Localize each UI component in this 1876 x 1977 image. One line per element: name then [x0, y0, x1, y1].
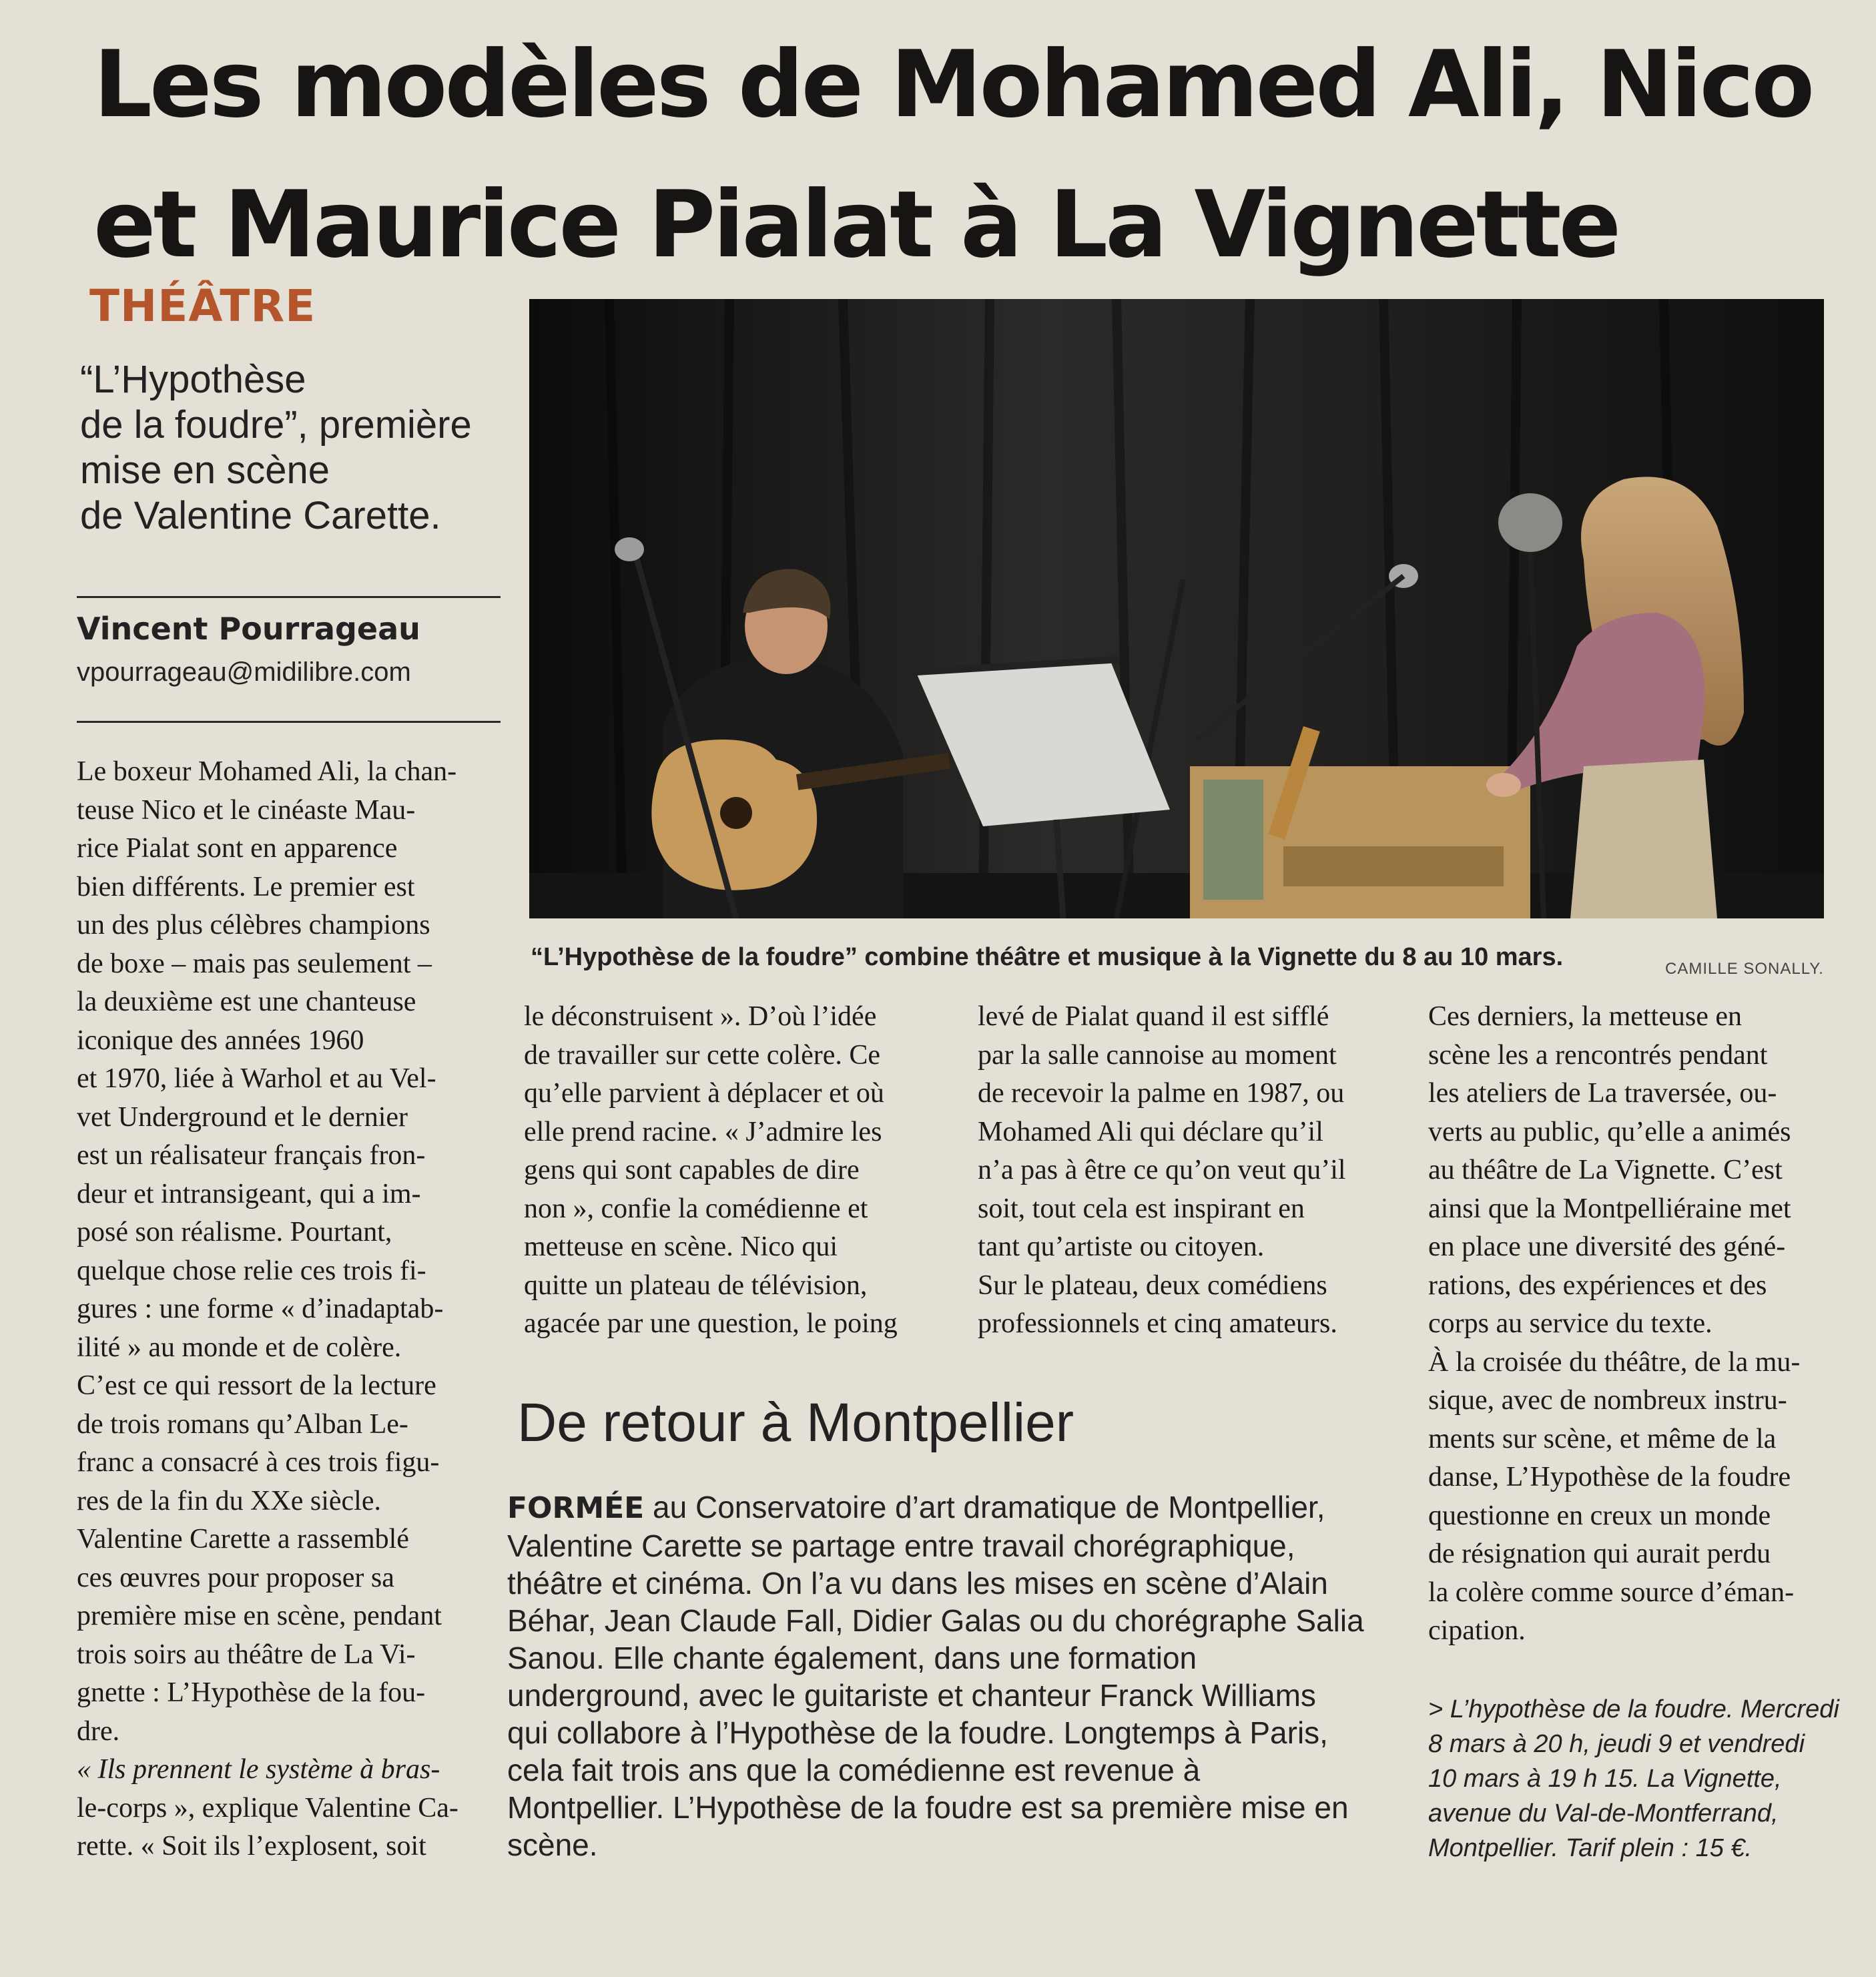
author-email: vpourrageau@midilibre.com	[77, 657, 411, 687]
text-line: deur et intransigeant, qui a im-	[77, 1178, 421, 1209]
standfirst-line: “L’Hypothèse	[80, 358, 306, 401]
text-line: de trois romans qu’Alban Le-	[77, 1408, 408, 1440]
text-line: tant qu’artiste ou citoyen.	[978, 1231, 1265, 1262]
text-fragment: au Conservatoire d’art dramatique de Montpellier,	[644, 1490, 1325, 1524]
info-line: 8 mars à 20 h, jeudi 9 et vendredi	[1428, 1730, 1805, 1758]
article-photo	[529, 299, 1824, 918]
text-line: vet Underground et le dernier	[77, 1101, 408, 1133]
author-name: Vincent Pourrageau	[77, 611, 420, 647]
text-line: Mohamed Ali qui déclare qu’il	[978, 1116, 1323, 1147]
text-line: rice Pialat sont en apparence	[77, 833, 398, 864]
text-line: ments sur scène, et même de la	[1428, 1423, 1777, 1454]
article-headline	[93, 15, 1855, 295]
text-line: qu’elle parvient à déplacer et où	[524, 1078, 884, 1109]
standfirst-line: mise en scène	[80, 449, 330, 492]
article-column-3	[978, 998, 1398, 1344]
text-line: sique, avec de nombreux instru-	[1428, 1385, 1787, 1416]
text-line: gures : une forme « d’inadaptab-	[77, 1294, 444, 1324]
divider-top	[77, 596, 501, 598]
text-line: danse, L’Hypothèse de la foudre	[1428, 1462, 1791, 1492]
text-line: n’a pas à être ce qu’on veut qu’il	[978, 1155, 1346, 1185]
text-line: bien différents. Le premier est	[77, 871, 415, 902]
text-line: un des plus célèbres champions	[77, 910, 430, 940]
text-line: corps au service du texte.	[1428, 1308, 1712, 1339]
text-line: Sur le plateau, deux comédiens	[978, 1269, 1327, 1301]
text-line: ainsi que la Montpelliéraine met	[1428, 1193, 1791, 1224]
text-line: rations, des expériences et des	[1428, 1269, 1767, 1301]
stage-photo-illustration	[529, 299, 1824, 918]
text-line: est un réalisateur français fron-	[77, 1140, 426, 1171]
sidebar-box-title: De retour à Montpellier	[517, 1392, 1074, 1453]
text-line: Béhar, Jean Claude Fall, Didier Galas ou du chorégraphe Salia	[507, 1603, 1364, 1638]
text-line: scène les a rencontrés pendant	[1428, 1039, 1768, 1071]
text-line: Le boxeur Mohamed Ali, la chan-	[77, 756, 457, 787]
text-line: gnette : L’Hypothèse de la fou-	[77, 1677, 426, 1708]
text-line: gens qui sont capables de dire	[524, 1155, 860, 1185]
text-line: quelque chose relie ces trois fi-	[77, 1255, 426, 1286]
text-line: iconique des années 1960	[77, 1025, 364, 1056]
sidebar-box-text	[507, 1488, 1381, 1864]
text-line: de recevoir la palme en 1987, ou	[978, 1078, 1345, 1109]
text-line: Montpellier. L’Hypothèse de la foudre est sa première mise en	[507, 1790, 1349, 1825]
text-line: trois soirs au théâtre de La Vi-	[77, 1639, 416, 1670]
standfirst-line: de Valentine Carette.	[80, 494, 441, 537]
text-line	[507, 1488, 1381, 1527]
text-line: verts au public, qu’elle a animés	[1428, 1116, 1791, 1147]
text-line: ces œuvres pour proposer sa	[77, 1562, 394, 1593]
text-line: théâtre et cinéma. On l’a vu dans les mises en scène d’Alain	[507, 1566, 1328, 1601]
lead-word: FORMÉE	[507, 1491, 645, 1525]
text-line: en place une diversité des géné-	[1428, 1231, 1786, 1262]
text-line: Valentine Carette a rassemblé	[77, 1524, 409, 1555]
text-line: underground, avec le guitariste et chanteur Franck Williams	[507, 1678, 1316, 1713]
text-line: C’est ce qui ressort de la lecture	[77, 1370, 436, 1401]
text-line: cela fait trois ans que la comédienne est revenue à	[507, 1753, 1201, 1787]
text-line: scène.	[507, 1827, 598, 1862]
text-line: dre.	[77, 1715, 120, 1747]
article-column-1	[77, 753, 497, 1866]
text-line: elle prend racine. « J’admire les	[524, 1116, 882, 1147]
text-line: « Ils prennent le système à bras-	[77, 1754, 440, 1785]
text-line: soit, tout cela est inspirant en	[978, 1193, 1305, 1224]
info-line: Montpellier. Tarif plein : 15 €.	[1428, 1834, 1753, 1862]
headline-line-2: et Maurice Pialat à La Vignette	[93, 171, 1619, 278]
text-line: de travailler sur cette colère. Ce	[524, 1039, 881, 1071]
photo-caption: “L’Hypothèse de la foudre” combine théâtre et musique à la Vignette du 8 au 10 mars.	[531, 943, 1564, 971]
text-line: posé son réalisme. Pourtant,	[77, 1217, 392, 1247]
standfirst-line: de la foudre”, première	[80, 403, 472, 447]
text-line: qui collabore à l’Hypothèse de la foudre. Longtemps à Paris,	[507, 1715, 1328, 1750]
text-line: Ces derniers, la metteuse en	[1428, 1001, 1742, 1032]
headline-line-1: Les modèles de Mohamed Ali, Nico	[93, 31, 1813, 138]
text-line: agacée par une question, le poing	[524, 1308, 898, 1339]
text-line: cipation.	[1428, 1615, 1526, 1646]
text-line: le déconstruisent ». D’où l’idée	[524, 1001, 877, 1032]
text-line: Valentine Carette se partage entre travail chorégraphique,	[507, 1528, 1295, 1563]
info-line: > L’hypothèse de la foudre. Mercredi	[1428, 1695, 1839, 1723]
info-line: avenue du Val-de-Montferrand,	[1428, 1799, 1779, 1827]
text-line: À la croisée du théâtre, de la mu-	[1428, 1346, 1801, 1378]
text-line: levé de Pialat quand il est sifflé	[978, 1001, 1329, 1032]
text-line: les ateliers de La traversée, ou-	[1428, 1078, 1777, 1109]
text-line: par la salle cannoise au moment	[978, 1039, 1337, 1071]
article-column-2	[524, 998, 944, 1344]
text-line: res de la fin du XXe siècle.	[77, 1485, 381, 1516]
practical-info	[1428, 1692, 1842, 1866]
text-line: questionne en creux un monde	[1428, 1500, 1771, 1531]
text-line: le-corps », explique Valentine Ca-	[77, 1792, 458, 1823]
text-line: franc a consacré à ces trois figu-	[77, 1447, 440, 1478]
photo-credit: CAMILLE SONALLY.	[1665, 960, 1824, 978]
text-line: Sanou. Elle chante également, dans une formation	[507, 1641, 1197, 1675]
text-line: première mise en scène, pendant	[77, 1601, 442, 1631]
text-line: rette. « Soit ils l’explosent, soit	[77, 1831, 426, 1862]
text-line: non », confie la comédienne et	[524, 1193, 868, 1224]
text-line: ilité » au monde et de colère.	[77, 1332, 402, 1363]
text-line: et 1970, liée à Warhol et au Vel-	[77, 1063, 436, 1094]
text-line: la colère comme source d’éman-	[1428, 1577, 1795, 1608]
text-line: teuse Nico et le cinéaste Mau-	[77, 794, 416, 826]
text-line: de résignation qui aurait perdu	[1428, 1538, 1771, 1569]
section-rubric: THÉÂTRE	[89, 280, 316, 332]
article-column-4	[1428, 998, 1845, 1651]
text-line: metteuse en scène. Nico qui	[524, 1231, 838, 1262]
article-standfirst	[80, 357, 514, 539]
text-line: professionnels et cinq amateurs.	[978, 1308, 1337, 1339]
text-line: la deuxième est une chanteuse	[77, 986, 416, 1017]
divider-bottom	[77, 721, 501, 723]
text-line: au théâtre de La Vignette. C’est	[1428, 1155, 1783, 1185]
text-line: de boxe – mais pas seulement –	[77, 948, 432, 979]
info-line: 10 mars à 19 h 15. La Vignette,	[1428, 1765, 1782, 1793]
text-line: quitte un plateau de télévision,	[524, 1269, 868, 1301]
